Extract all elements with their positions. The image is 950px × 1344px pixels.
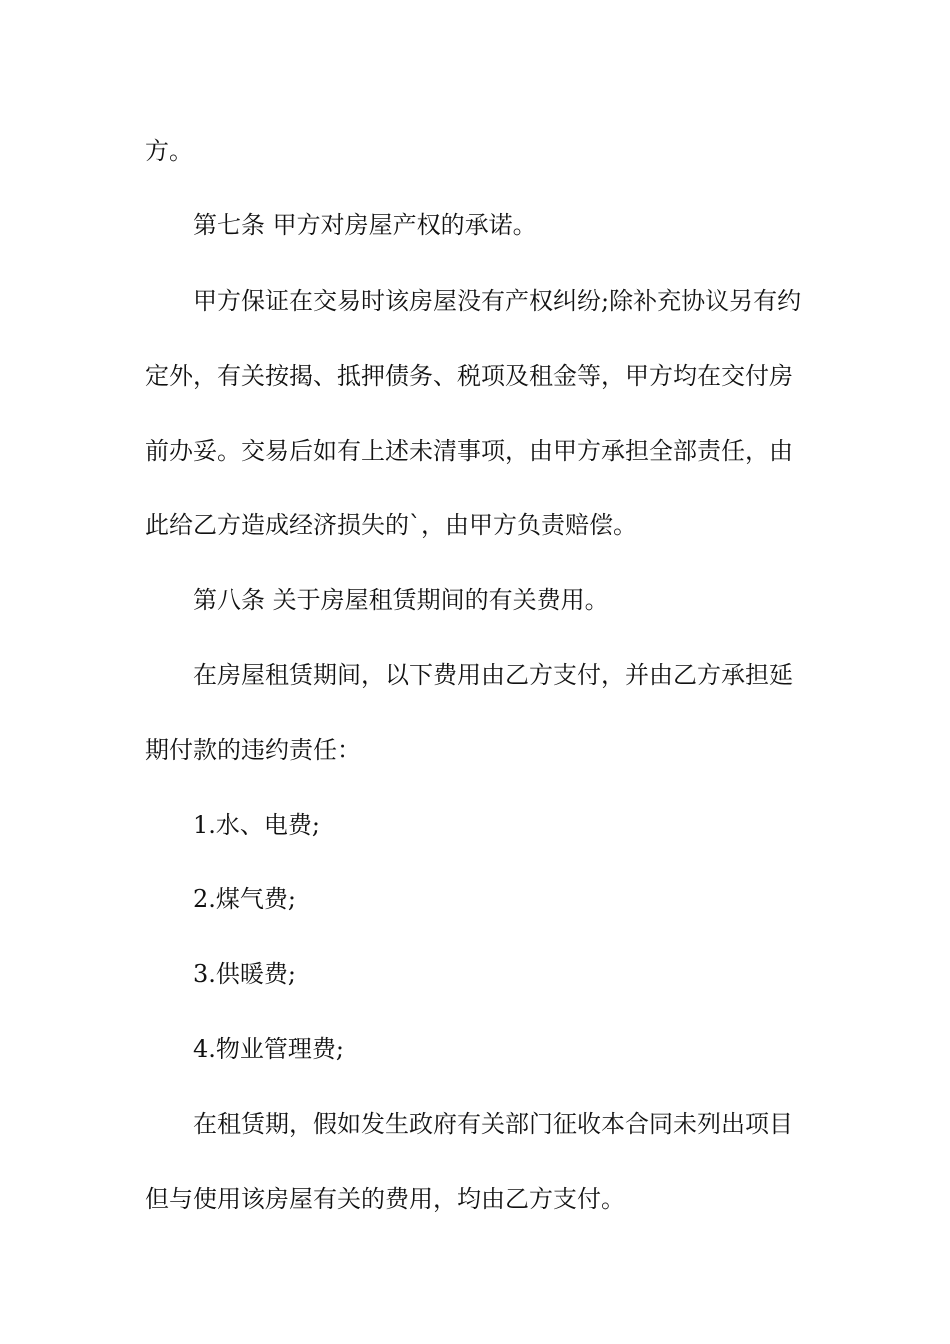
fee-item-2: 2.煤气费; [193,885,296,913]
article-7-text-line-1: 甲方保证在交易时该房屋没有产权纠纷;除补充协议另有约 [193,287,802,315]
paragraph-continuation: 方。 [145,137,193,165]
article-7-text-line-2: 定外，有关按揭、抵押债务、税项及租金等，甲方均在交付房 [145,362,793,390]
article-7-heading: 第七条 甲方对房屋产权的承诺。 [193,211,537,239]
article-8-heading: 第八条 关于房屋租赁期间的有关费用。 [193,586,609,614]
article-8-text-line-2: 期付款的违约责任： [145,736,361,764]
article-8-closing-line-2: 但与使用该房屋有关的费用，均由乙方支付。 [145,1185,625,1213]
article-8-closing-line-1: 在租赁期，假如发生政府有关部门征收本合同未列出项目 [193,1110,793,1138]
fee-item-1: 1.水、电费; [193,811,320,839]
article-7-text-line-3: 前办妥。交易后如有上述未清事项，由甲方承担全部责任，由 [145,437,793,465]
fee-item-3: 3.供暖费; [193,960,296,988]
article-8-text-line-1: 在房屋租赁期间，以下费用由乙方支付，并由乙方承担延 [193,661,793,689]
fee-item-4: 4.物业管理费; [193,1035,344,1063]
article-7-text-line-4: 此给乙方造成经济损失的`，由甲方负责赔偿。 [145,511,637,539]
